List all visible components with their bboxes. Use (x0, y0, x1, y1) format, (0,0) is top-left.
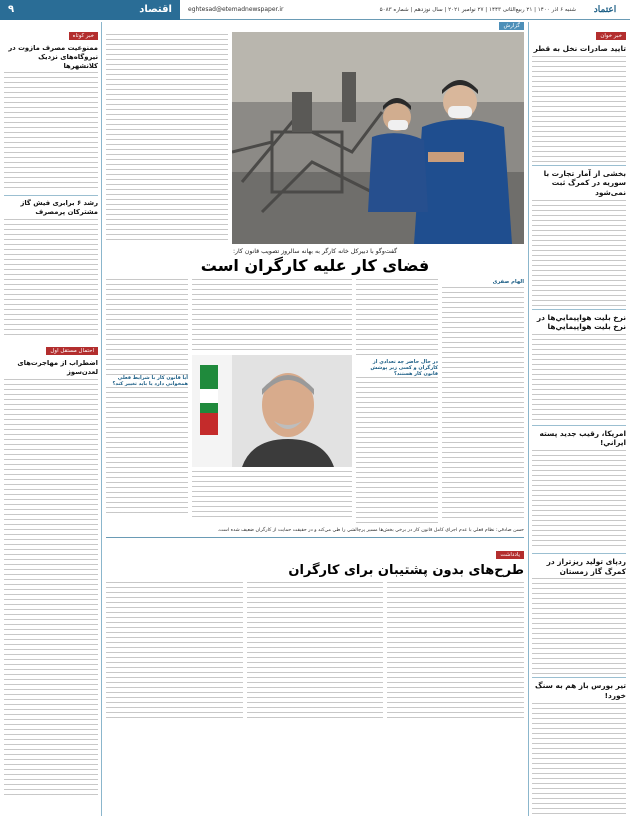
article-body (106, 279, 524, 525)
article-text (442, 287, 524, 519)
section-name: اقتصاد (139, 4, 172, 15)
kicker: گفت‌وگو با دبيرکل خانه کارگر به بهانه سالروز تصويب قانون کار: (232, 248, 398, 255)
brief-text (532, 200, 626, 306)
main-headline: فضای کار عليه کارگران است (200, 256, 430, 275)
brief-title: تاييد صادرات نخل به قطر (533, 44, 626, 53)
section-email: eghtesad@etemadnewspaper.ir (188, 6, 284, 13)
article-text (106, 582, 243, 722)
brief-text (532, 334, 626, 422)
article-text (387, 582, 524, 722)
brief-title: امريکا، رقيب جديد پسته ايراني! (539, 428, 626, 448)
photo-caption: حسن صادقي: نظام فعلي با عدم اجراي کامل قانون کار در برخي بخش‌ها مسير پرچالشي را طي مي‌کند و در حقيقت حمايت از کارگران ضعيف شده است. (217, 528, 524, 533)
right-column (528, 22, 626, 816)
section-divider (106, 537, 524, 538)
article-col-1 (442, 279, 524, 525)
left-column (4, 22, 102, 816)
divider (4, 195, 98, 196)
brief-item (532, 557, 626, 674)
article-text (356, 377, 438, 527)
brief-text (532, 450, 626, 550)
side-lead-text (106, 34, 228, 242)
divider (532, 165, 626, 166)
brief-item (532, 169, 626, 306)
brief-item (4, 44, 98, 192)
brief-item (532, 429, 626, 550)
article-text (356, 279, 438, 359)
brief-title: رشد ۶ برابری فيش گاز مشترکان پرمصرف (20, 199, 98, 217)
brief-title: ردپای توليد ريزتراز در کمرگ گاز زمستان (546, 557, 626, 576)
brief-text (532, 578, 626, 674)
factory-photo-illustration (232, 32, 524, 244)
brief-text (4, 72, 98, 192)
logo-text: اعتماد (593, 4, 617, 15)
brief-title: بخشی از آمار تجارت با سوريه در کمرگ ثبت نمی‌شود (543, 168, 626, 197)
article-text (106, 387, 188, 517)
article-col-2 (356, 279, 438, 525)
brief-text (532, 703, 626, 817)
bottom-article (106, 582, 524, 732)
article-text (192, 471, 352, 521)
article-text (192, 279, 352, 351)
question-highlight: در حال حاضر چه تعدادي از کارگران و کسی زير پوشش قانون کار هستند؟ (370, 359, 438, 377)
news-tag: خبر کوتاه (69, 32, 98, 40)
brief-text (532, 56, 626, 162)
brief-item (532, 313, 626, 422)
divider (532, 309, 626, 310)
news-tag: احتمال مستقل اول (46, 347, 98, 355)
question-highlight: آيا قانون کار با شرايط فعلي همخواني دارد يا بايد تغيير کند؟ (112, 375, 188, 387)
portrait-photo (192, 355, 352, 467)
divider (532, 677, 626, 678)
lead-row (106, 32, 524, 244)
bottom-col-3 (106, 582, 243, 732)
bottom-col-1 (387, 582, 524, 732)
bottom-headline: طرح‌های بدون پشتيبان برای کارگران (288, 563, 524, 579)
article-text (106, 279, 188, 375)
article-text (247, 582, 384, 722)
portrait-illustration (192, 355, 352, 467)
brief-item (532, 44, 626, 162)
report-tag-row (106, 22, 524, 32)
brief-title: اضطراب از مهاجرت‌های لعدن‌سوز (17, 359, 98, 376)
side-lead (106, 32, 228, 244)
section-band (0, 0, 180, 20)
brief-title: نرخ بليت هواپيمايي‌ها در نرخ بليت هواپيمايي‌ها (536, 312, 626, 332)
divider (532, 425, 626, 426)
brief-text (4, 379, 98, 799)
factory-workers-photo (232, 32, 524, 244)
dateline: شنبه ۶ آذر ۱۴۰۰ | ۲۱ ربیع‌الثانی ۱۴۴۳ | ۲۷ نوامبر ۲۰۲۱ | سال نوزدهم | شماره ۵۰۸۳ (379, 6, 576, 13)
note-tag: يادداشت (496, 551, 524, 559)
brief-title: تير بورس باز هم به سنگ خورد! (535, 681, 626, 700)
brief-item (532, 681, 626, 816)
article-col-4 (106, 279, 188, 525)
page-number: ۹ (8, 4, 15, 15)
article-col-3 (192, 279, 352, 525)
page-header (0, 0, 630, 20)
brief-item (4, 359, 98, 799)
author-name: الهام صفری (492, 279, 524, 285)
newspaper-logo (580, 0, 630, 20)
brief-item (4, 199, 98, 337)
brief-title: ممنوعيت مصرف مازوت در نيروگاه‌های نزديک کلانشهرها (8, 44, 98, 70)
main-column (106, 22, 524, 816)
news-tag: خبر خوان (596, 32, 626, 40)
report-tag: گزارش (499, 22, 524, 30)
bottom-col-2 (247, 582, 384, 732)
divider (532, 553, 626, 554)
brief-text (4, 219, 98, 337)
